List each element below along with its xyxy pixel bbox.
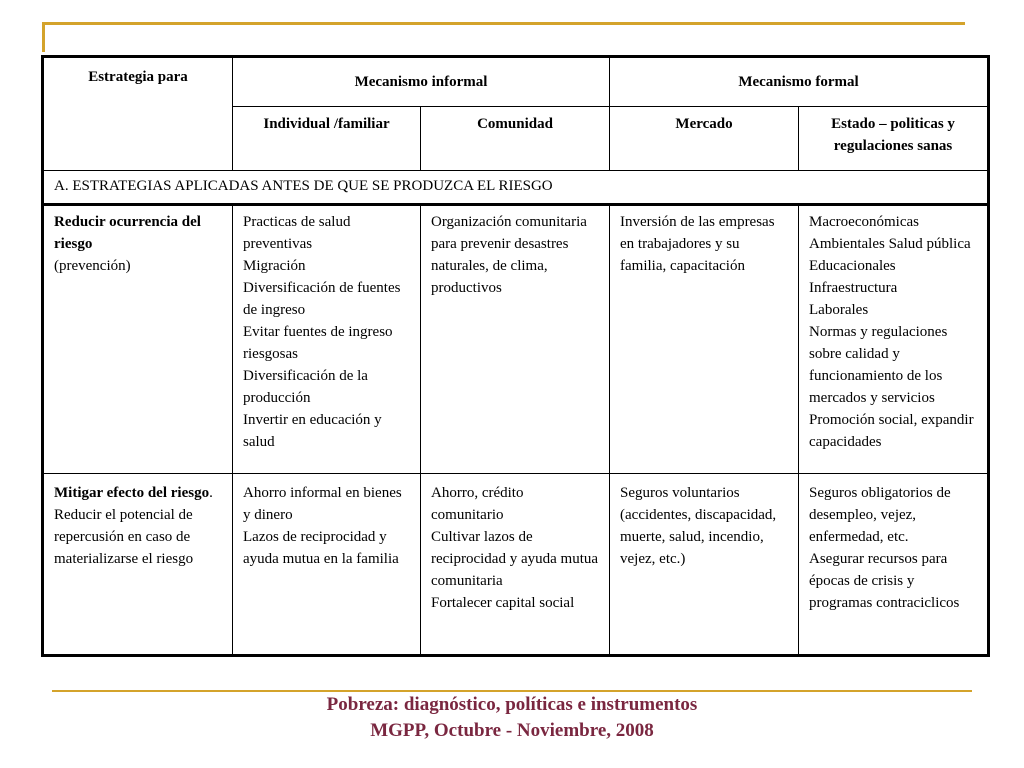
cell-line: Promoción social, expandir capacidades [809, 412, 974, 450]
header-market: Mercado [610, 107, 799, 171]
footer-title: Pobreza: diagnóstico, políticas e instrumentos [326, 694, 698, 715]
cell-line: Inversión de las empresas en trabajadores y su familia, capacitación [620, 214, 775, 274]
cell-community [421, 205, 610, 474]
cell-market [610, 205, 799, 474]
cell-line: Seguros voluntarios (accidentes, discapacidad, muerte, salud, incendio, vejez, etc.) [620, 485, 777, 567]
cell-line: Seguros obligatorios de desempleo, vejez, enfermedad, etc. [809, 485, 951, 545]
header-formal: Mecanismo formal [610, 57, 989, 107]
cell-line: Infraestructura [809, 280, 898, 296]
row-label-bold: Reducir ocurrencia del riesgo [54, 214, 201, 252]
footer-subtitle: MGPP, Octubre - Noviembre, 2008 [370, 720, 654, 741]
table-row [43, 474, 989, 656]
cell-state [799, 205, 989, 474]
cell-line: Diversificación de fuentes de ingreso [243, 280, 401, 318]
row-label [43, 474, 233, 656]
cell-individual [233, 205, 421, 474]
header-community: Comunidad [421, 107, 610, 171]
header-individual: Individual /familiar [233, 107, 421, 171]
section-a-title: A. ESTRATEGIAS APLICADAS ANTES DE QUE SE PRODUZCA EL RIESGO [43, 171, 989, 205]
cell-line: Invertir en educación y salud [243, 412, 382, 450]
cell-line: Normas y regulaciones sobre calidad y funcionamiento de los mercados y servicios [809, 324, 948, 406]
cell-line: Diversificación de la producción [243, 368, 368, 406]
cell-community [421, 474, 610, 656]
cell-line: Educacionales [809, 258, 896, 274]
cell-line: Ambientales Salud pública [809, 236, 971, 252]
cell-line: Ahorro informal en bienes y dinero [243, 485, 402, 523]
cell-line: Organización comunitaria para prevenir desastres naturales, de clima, productivos [431, 214, 587, 296]
bottom-rule [52, 690, 972, 692]
cell-line: Migración [243, 258, 306, 274]
cell-line: Lazos de reciprocidad y ayuda mutua en la familia [243, 529, 399, 567]
cell-line: Asegurar recursos para épocas de crisis y programas contraciclicos [809, 551, 960, 611]
left-rule [42, 22, 45, 52]
header-strategy: Estrategia para [43, 57, 233, 171]
cell-line: Cultivar lazos de reciprocidad y ayuda mutua comunitaria [431, 529, 599, 589]
cell-individual [233, 474, 421, 656]
header-informal: Mecanismo informal [233, 57, 610, 107]
cell-market [610, 474, 799, 656]
header-state: Estado – politicas y regulaciones sanas [799, 107, 989, 171]
cell-line: Practicas de salud preventivas [243, 214, 351, 252]
cell-line: Macroeconómicas [809, 214, 919, 230]
row-label-bold: Mitigar efecto del riesgo [54, 485, 210, 501]
row-label [43, 205, 233, 474]
cell-line: Laborales [809, 302, 869, 318]
row-label-rest: . Reducir el potencial de repercusión en caso de materializarse el riesgo [54, 485, 213, 567]
cell-line: Ahorro, crédito comunitario [431, 485, 524, 523]
cell-state [799, 474, 989, 656]
strategy-table [41, 55, 990, 657]
top-rule [42, 22, 965, 25]
cell-line: Fortalecer capital social [431, 595, 575, 611]
row-label-rest: (prevención) [54, 258, 131, 274]
cell-line: Evitar fuentes de ingreso riesgosas [243, 324, 393, 362]
table-row [43, 205, 989, 474]
